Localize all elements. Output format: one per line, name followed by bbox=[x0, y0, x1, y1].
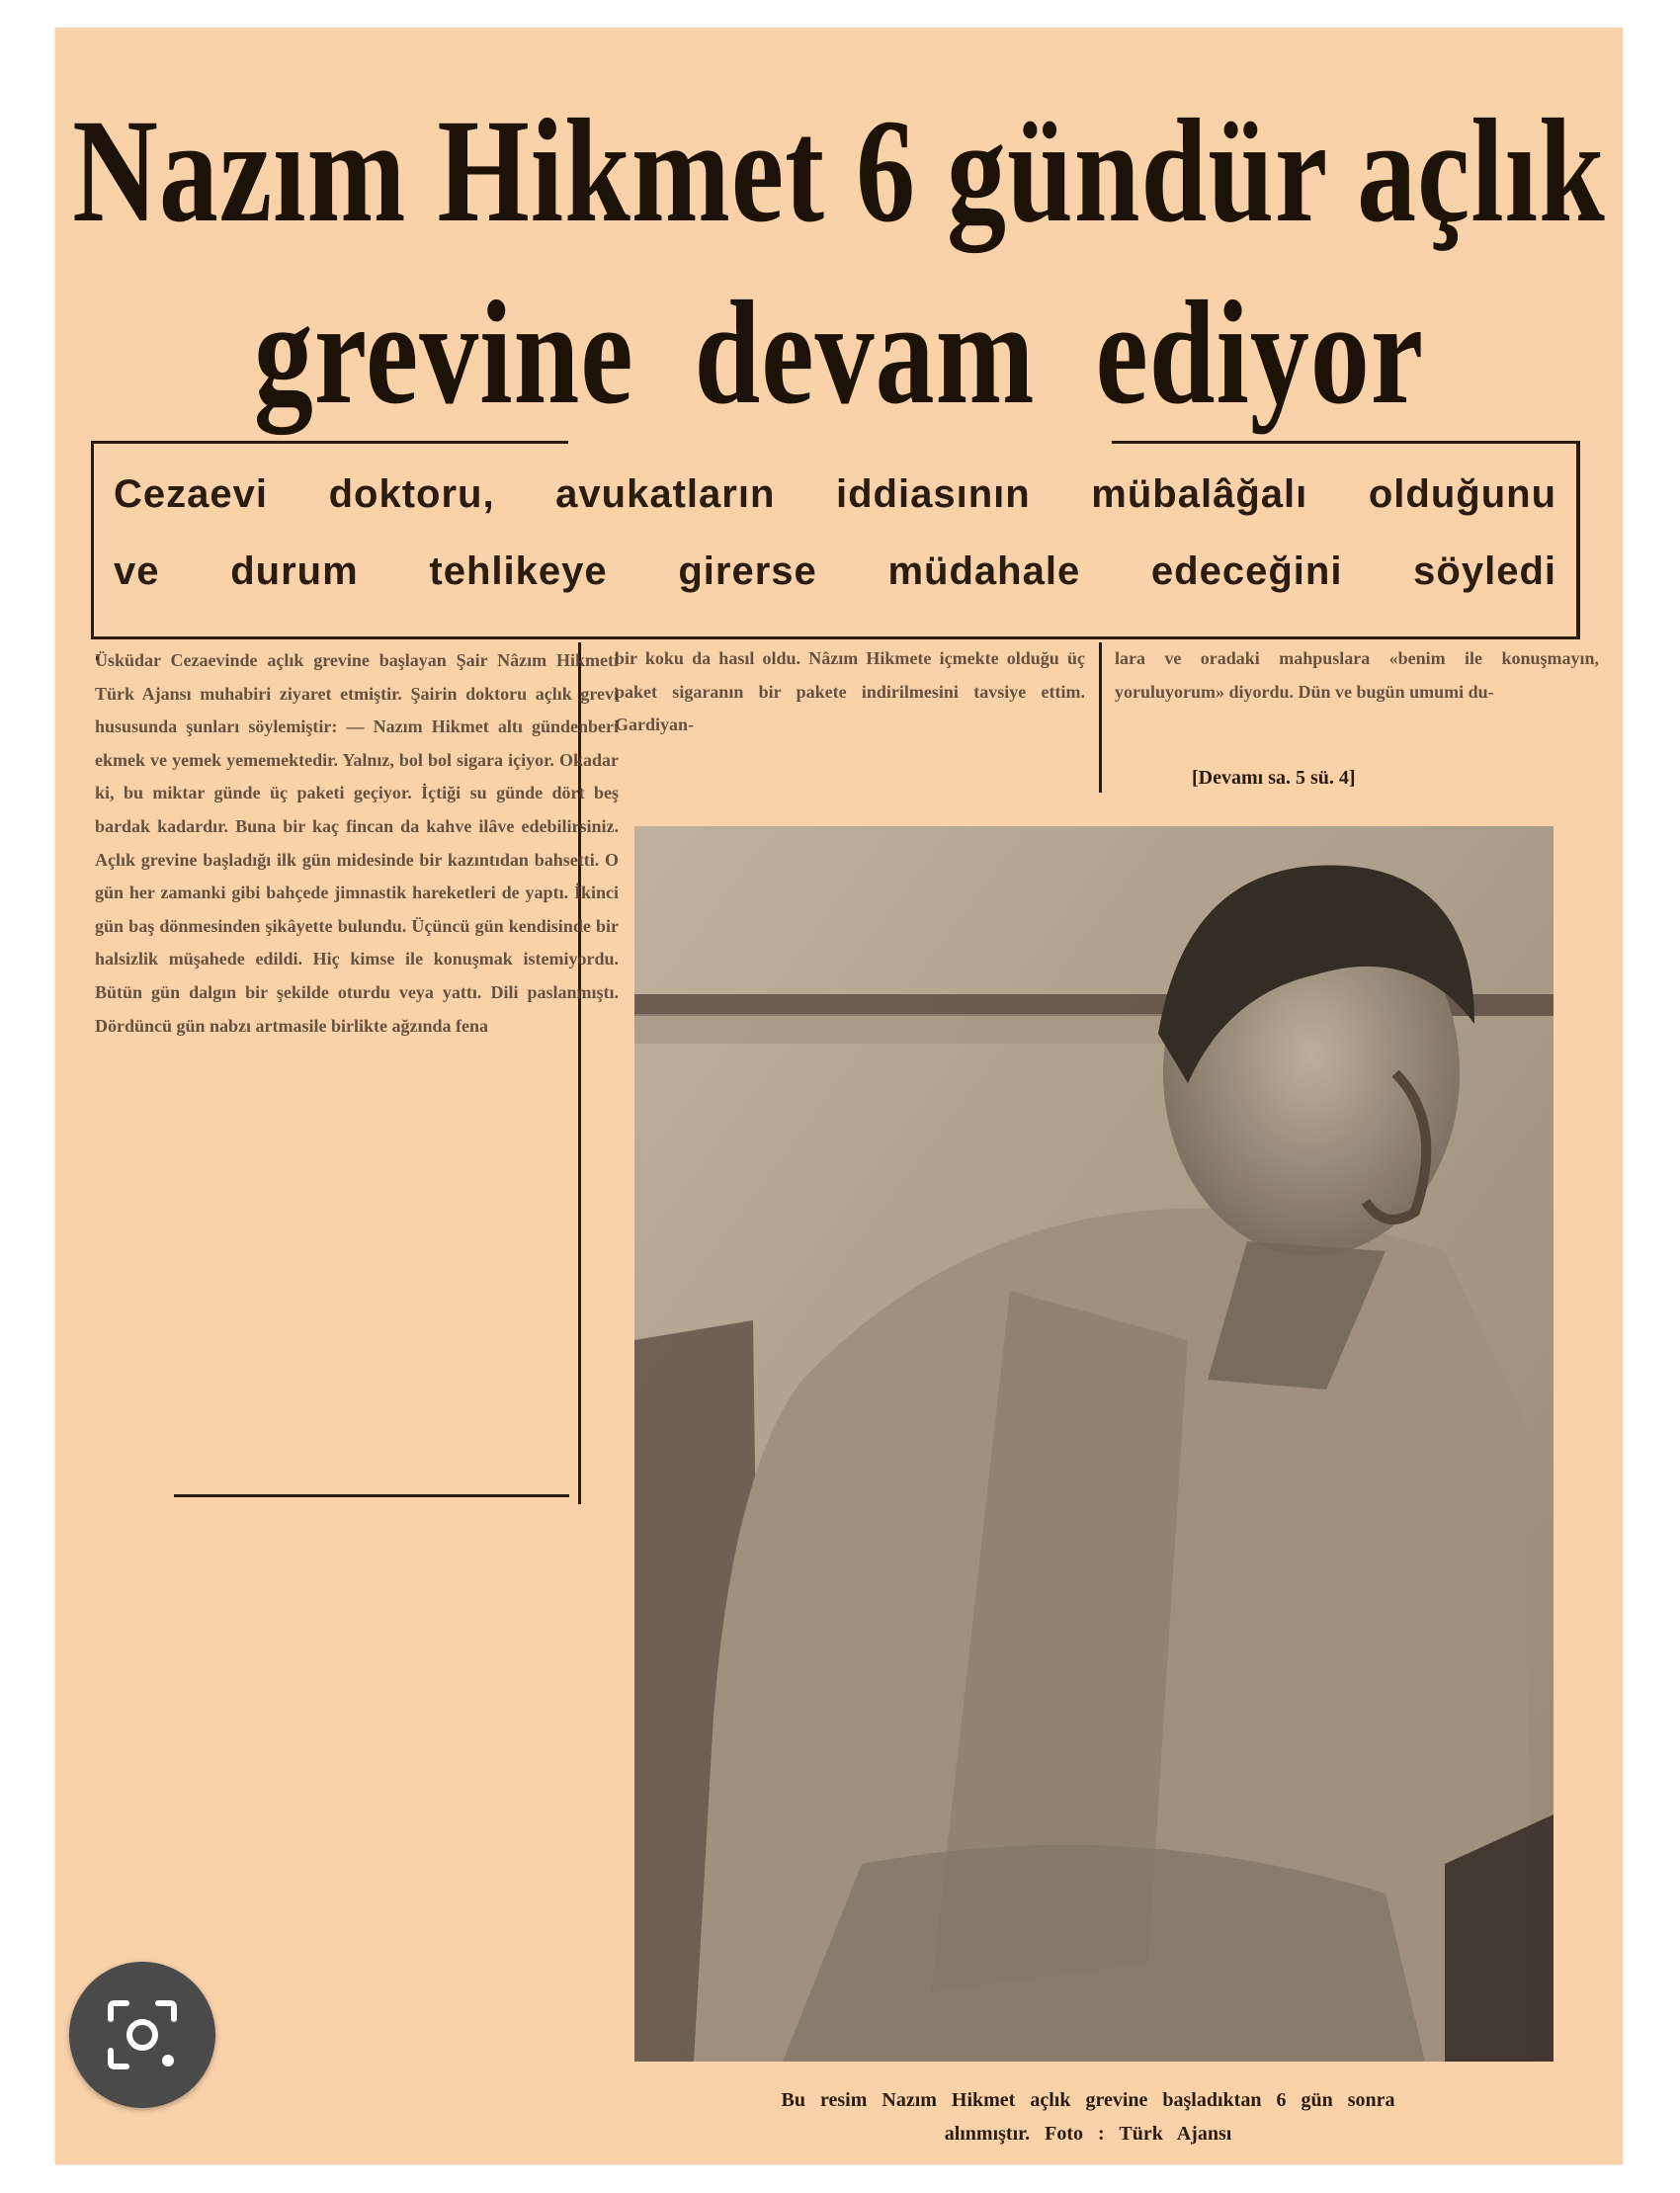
photo-caption bbox=[569, 2083, 1607, 2151]
headline-line-2: grevine devam ediyor bbox=[253, 270, 1425, 435]
lens-camera-icon[interactable] bbox=[69, 1962, 215, 2108]
caption-line-2: alınmıştır. Foto : Türk Ajansı bbox=[944, 2123, 1232, 2145]
newspaper-clipping bbox=[55, 28, 1623, 2164]
continued-note: [Devamı sa. 5 sü. 4] bbox=[1192, 767, 1356, 789]
article-column-3: lara ve oradaki mahpuslara «benim ile konuşmayın, yoruluyorum» diyordu. Dün ve bugün umumi du- bbox=[1115, 648, 1599, 702]
column-divider bbox=[1099, 642, 1102, 793]
box-top-rule bbox=[94, 441, 568, 444]
article-column-1: Üsküdar Cezaevinde açlık grevine başlayan Şair Nâzım Hikmeti Türk Ajansı muhabiri ziyaret etmiştir. Şairin doktoru açlık grevi hususunda şunları söylemiştir: — Nazım Hikmet altı gündenberi ekmek ve yemek yememektedir. Yalnız, bol bol sigara içiyor. Okadar ki, bu miktar günde üç paketi geçiyor. İçtiği su günde dört beş bardak kadardır. Buna bir kaç fincan da kahve ilâve edebilirsiniz. Açlık grevine başladığı ilk gün midesinde bir kazıntıdan bahsetti. O gün her zamanki gibi bahçede jimnastik hareketleri de yaptı. İkinci gün baş dönmesinden şikâyette bulundu. Üçüncü gün kendisinde bir halsizlik müşahede edildi. Hiç kimse ile konuşmak istemiyordu. Bütün gün dalgın bir şekilde oturdu veya yattı. Dili paslanmıştı. Dördüncü gün nabzı artmasile birlikte ağzında fena bbox=[95, 650, 619, 1036]
caption-line-1: Bu resim Nazım Hikmet açlık grevine başladıktan 6 gün sonra bbox=[781, 2089, 1395, 2111]
article-column-2: bir koku da hasıl oldu. Nâzım Hikmete içmekte olduğu üç paket sigaranın bir pakete indirilmesini tavsiye ettim. Gardiyan- bbox=[615, 648, 1085, 735]
subheadline-line-1: Cezaevi doktoru, avukatların iddiasının mübalâğalı olduğunu bbox=[114, 472, 1556, 516]
headline-line-1: Nazım Hikmet 6 gündür açlık bbox=[72, 88, 1606, 253]
camera-search-icon bbox=[103, 1995, 182, 2074]
subheadline-box bbox=[91, 441, 1580, 639]
portrait-photo bbox=[634, 826, 1554, 2062]
column-end-rule bbox=[174, 1494, 569, 1497]
box-top-rule bbox=[1112, 441, 1580, 444]
subheadline-line-2: ve durum tehlikeye girerse müdahale edeceğini söyledi bbox=[114, 549, 1556, 593]
